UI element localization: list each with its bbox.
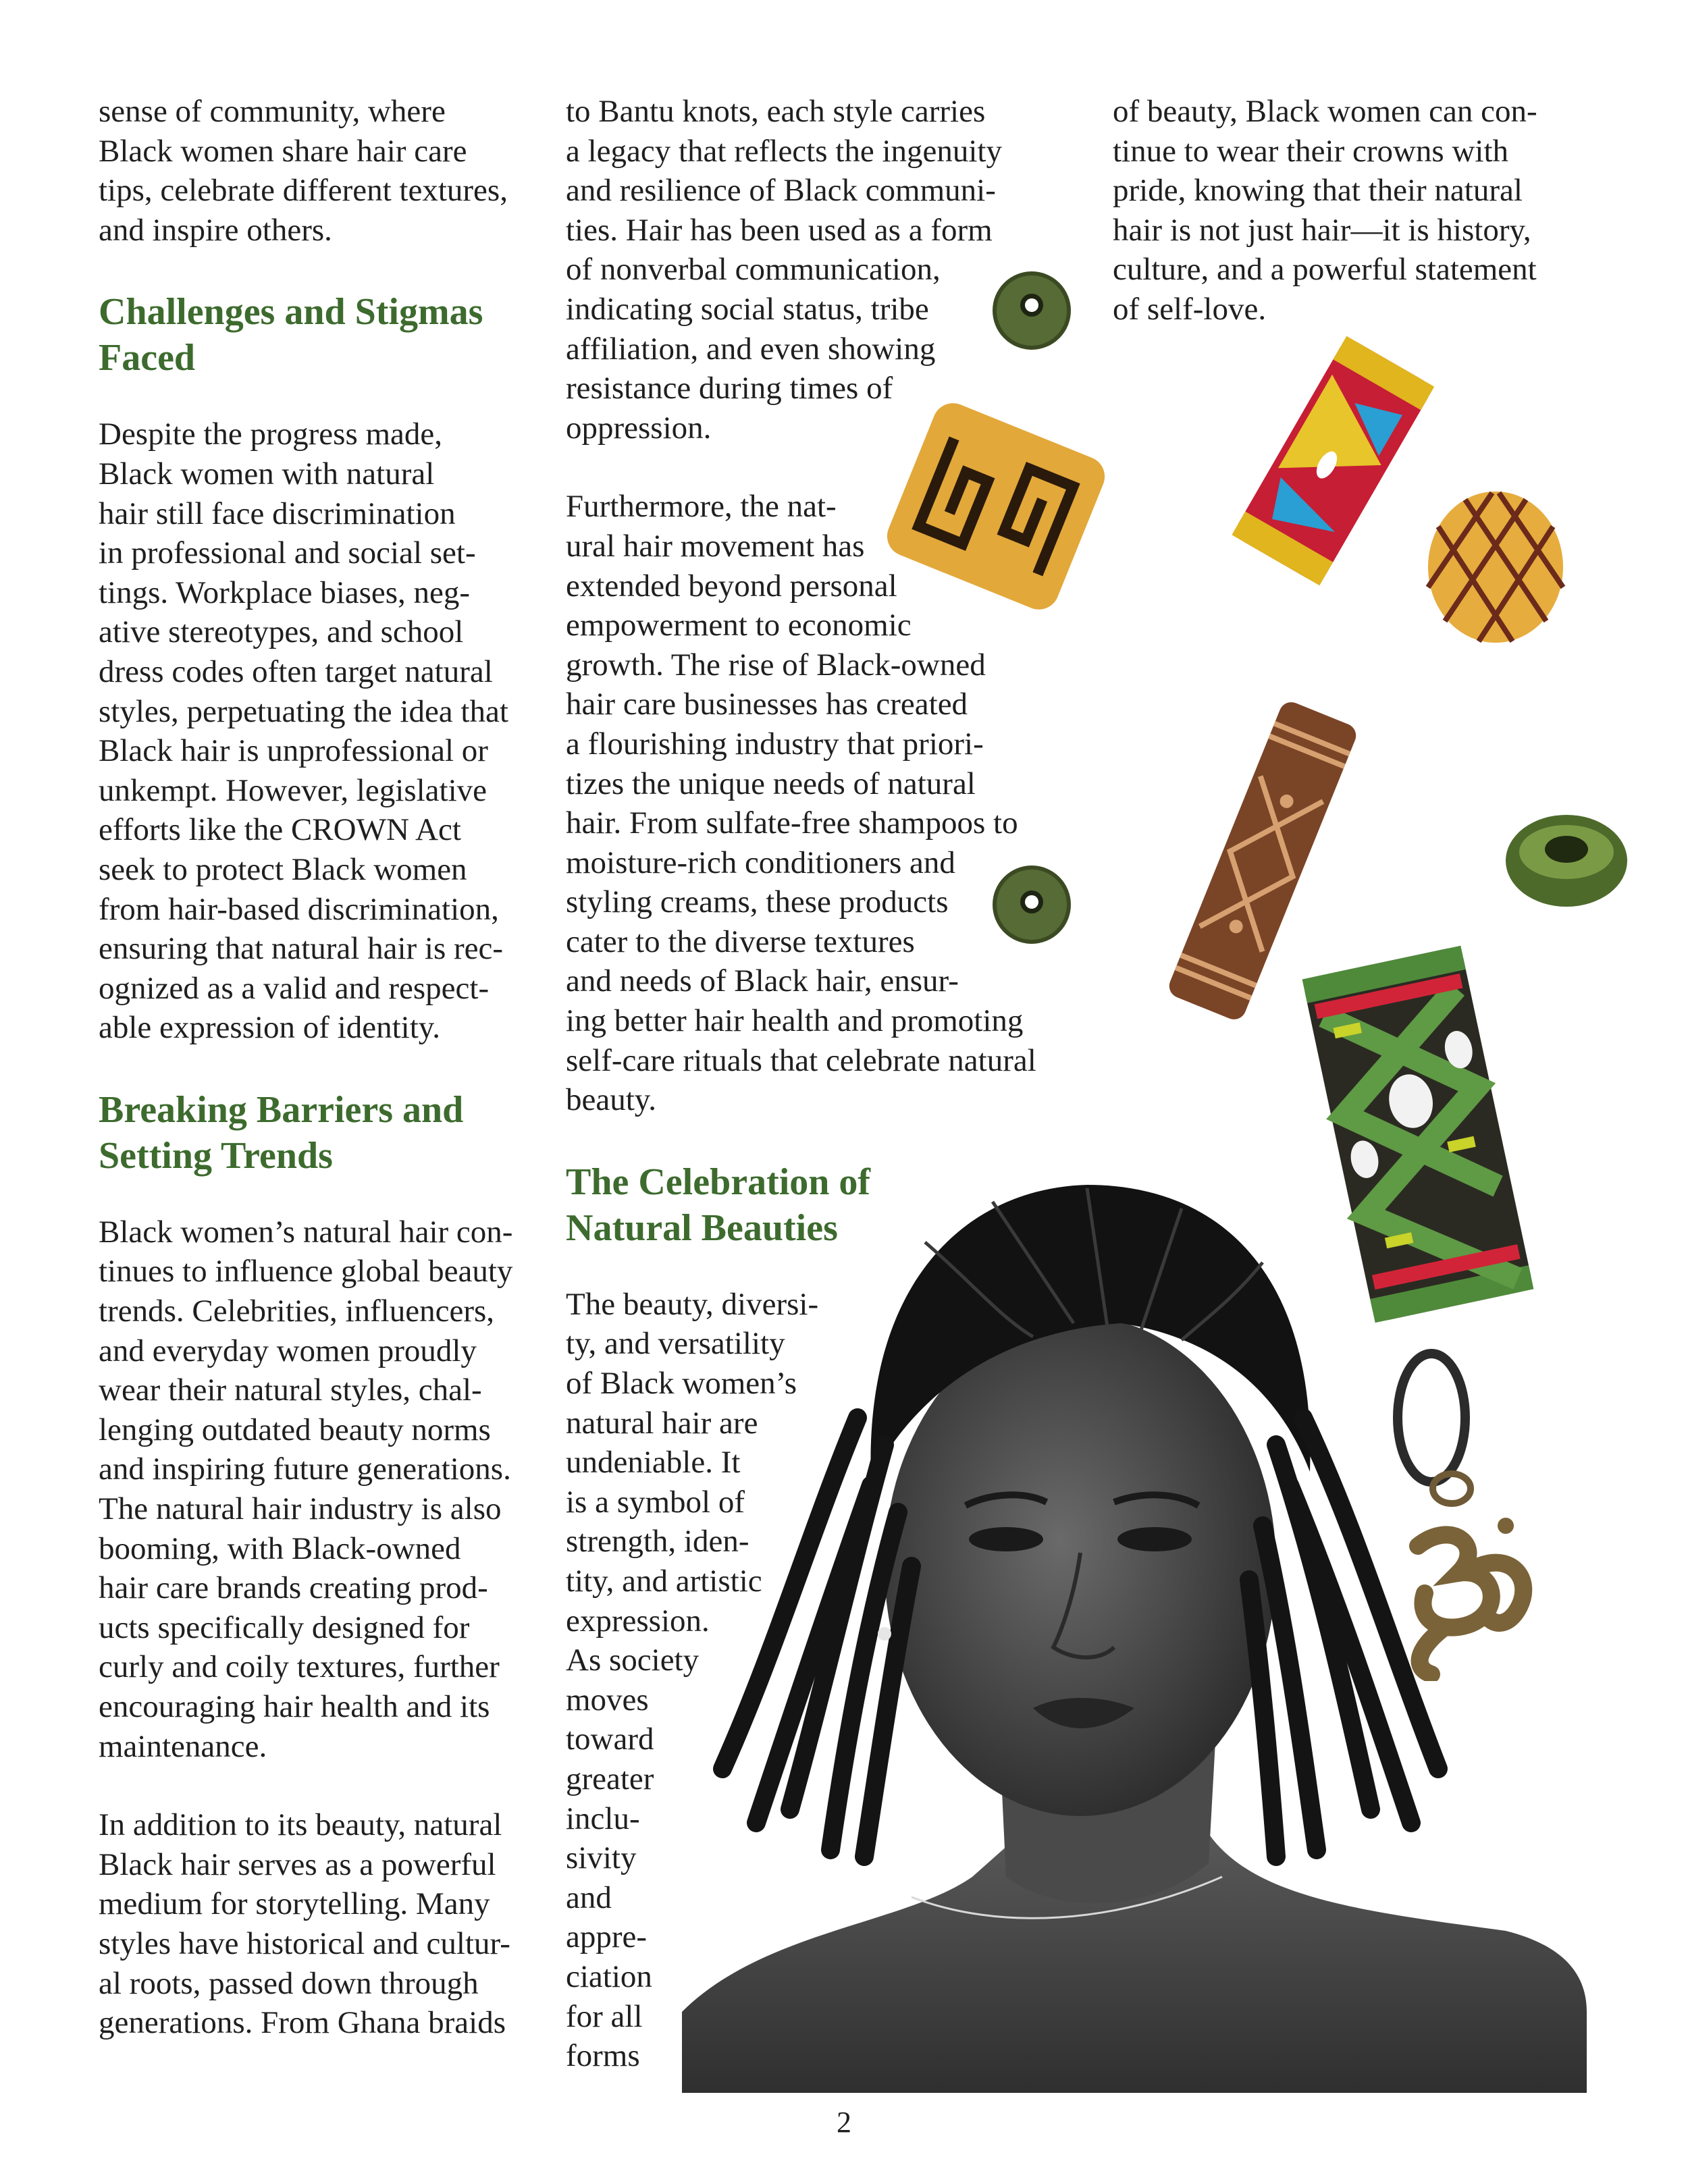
paragraph-legacy: to Bantu knots, each style carries a legacy that reflects the ingenuity and resilience of Black communi- ties. Hair has been used as a form of nonverbal communication, indicating social status, tribe affiliation, and even showing resistance during times of oppression.: [566, 94, 1002, 446]
column-right: [1113, 92, 1585, 329]
paragraph-trends: Black women’s natural hair con- tinues to influence global beauty trends. Celebrities, influencers, and everyday women proudly wear their natural styles, chal- lenging outdated beauty norms and inspiring future generations. The natural hair industry is also booming, with Black-owned hair care brands creating prod- ucts specifically designed for curly and coily textures, further encouraging hair health and its maintenance.: [99, 1214, 513, 1764]
green-ring-bead-1: [991, 270, 1072, 351]
woven-green-red-bead: [1296, 945, 1539, 1323]
column-left: [99, 92, 537, 2043]
paragraph-closing: of beauty, Black women can con- tinue to wear their crowns with pride, knowing that their natural hair is not just hair—it is history, culture, and a powerful statement of self-love.: [1113, 94, 1537, 327]
green-ring-bead-2: [991, 864, 1072, 945]
yellow-lattice-bead: [1418, 486, 1573, 648]
paragraph-economy: Furthermore, the nat- ural hair movement has extended beyond personal empowerment to economic growth. The rise of Black-owned hair care businesses has created a flourishing industry that priori- tizes the unique needs of natural hair. From sulfate-free shampoos to moisture-rich conditioners and styling creams, these products cater to the diverse textures and needs of Black hair, ensur- ing better hair health and promoting self-care rituals that celebrate natural beauty.: [566, 489, 1036, 1118]
heading-challenges: Challenges and Stigmas Faced: [99, 291, 483, 379]
heading-barriers: Breaking Barriers and Setting Trends: [99, 1088, 464, 1177]
paragraph-intro: sense of community, where Black women share hair care tips, celebrate different textures, and inspire others.: [99, 94, 508, 248]
metallic-green-bead: [1502, 810, 1631, 911]
heading-celebration: The Celebration of Natural Beauties: [566, 1161, 871, 1249]
page-number: 2: [837, 2106, 851, 2139]
paragraph-storytelling: In addition to its beauty, natural Black hair serves as a powerful medium for storytelling. Many styles have historical and cultur- al roots, passed down through generations. From Ghana braids: [99, 1807, 510, 2041]
woven-red-yellow-bead: [1215, 331, 1445, 587]
paragraph-celebration: The beauty, diversi- ty, and versatility of Black women’s natural hair are undeniable. It is a symbol of strength, iden- tity, and artistic expression. As society moves toward greater inclu- sivity and appre- ciation for all forms: [566, 1286, 819, 2074]
paragraph-challenges: Despite the progress made, Black women with natural hair still face discrimination in professional and social set- tings. Workplace biases, neg- ative stereotypes, and school dress codes often target natural styles, perpetuating the idea that Black hair is unprofessional or unkempt. However, legislative efforts like the CROWN Act seek to protect Black women from hair-based discrimination, ensuring that natural hair is rec- ognized as a valid and respect- able expression of identity.: [99, 417, 508, 1046]
yellow-key-pattern-bead: [878, 398, 1114, 614]
om-charm: [1371, 1343, 1546, 1681]
